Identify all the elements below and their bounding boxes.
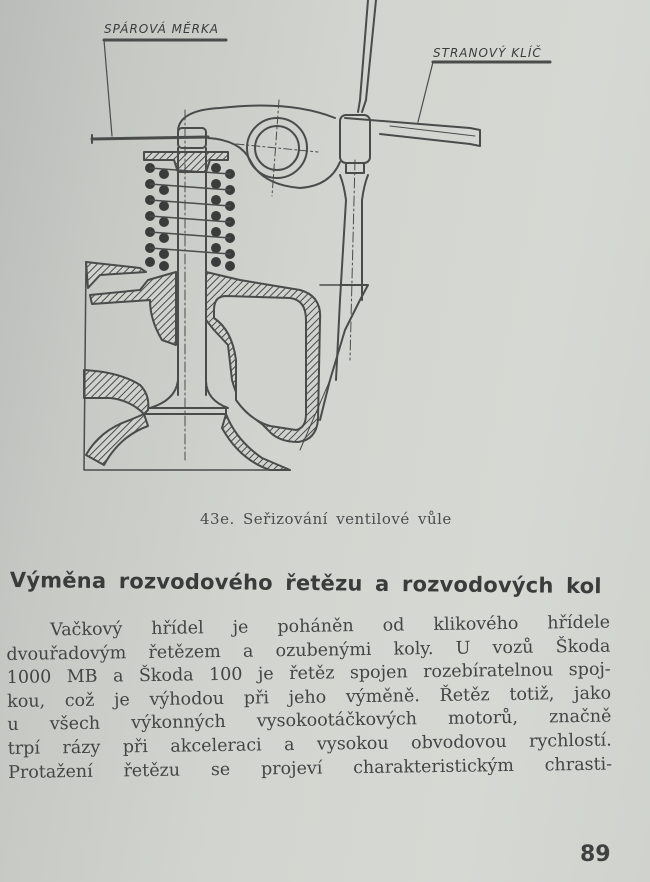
feeler-gauge-label: SPÁROVÁ MĚRKA bbox=[104, 22, 220, 36]
paragraph-line: trpí rázy při akceleraci a vysokou obvodovou rychlostí. bbox=[7, 730, 612, 759]
valve-clearance-diagram bbox=[60, 0, 580, 490]
paragraph-line: 1000 MB a Škoda 100 je řetěz spojen rozebíratelnou spoj- bbox=[6, 659, 611, 689]
paragraph-line: u všech výkonných vysokootáčkových motorů, značně bbox=[7, 706, 612, 736]
paragraph-line: Protažení řetězu se projeví charakteristickým chrasti- bbox=[7, 754, 613, 783]
valve-assembly-drawing bbox=[60, 0, 580, 490]
page-number: 89 bbox=[580, 842, 611, 867]
paragraph-line: Vačkový hřídel je poháněn od klikového hřídele bbox=[50, 612, 611, 641]
section-heading: Výměna rozvodového řetězu a rozvodových kol bbox=[9, 568, 602, 599]
paragraph-line: kou, což je výhodou při jeho výměně. Řetěz totiž, jako bbox=[7, 683, 612, 712]
figure-caption: 43e. Seřizování ventilové vůle bbox=[200, 510, 452, 528]
paragraph-line: dvouřadovým řetězem a ozubenými koly. U vozů Škoda bbox=[6, 636, 611, 665]
body-paragraph bbox=[6, 612, 612, 786]
side-wrench-label: STRANOVÝ KLÍČ bbox=[433, 46, 542, 60]
